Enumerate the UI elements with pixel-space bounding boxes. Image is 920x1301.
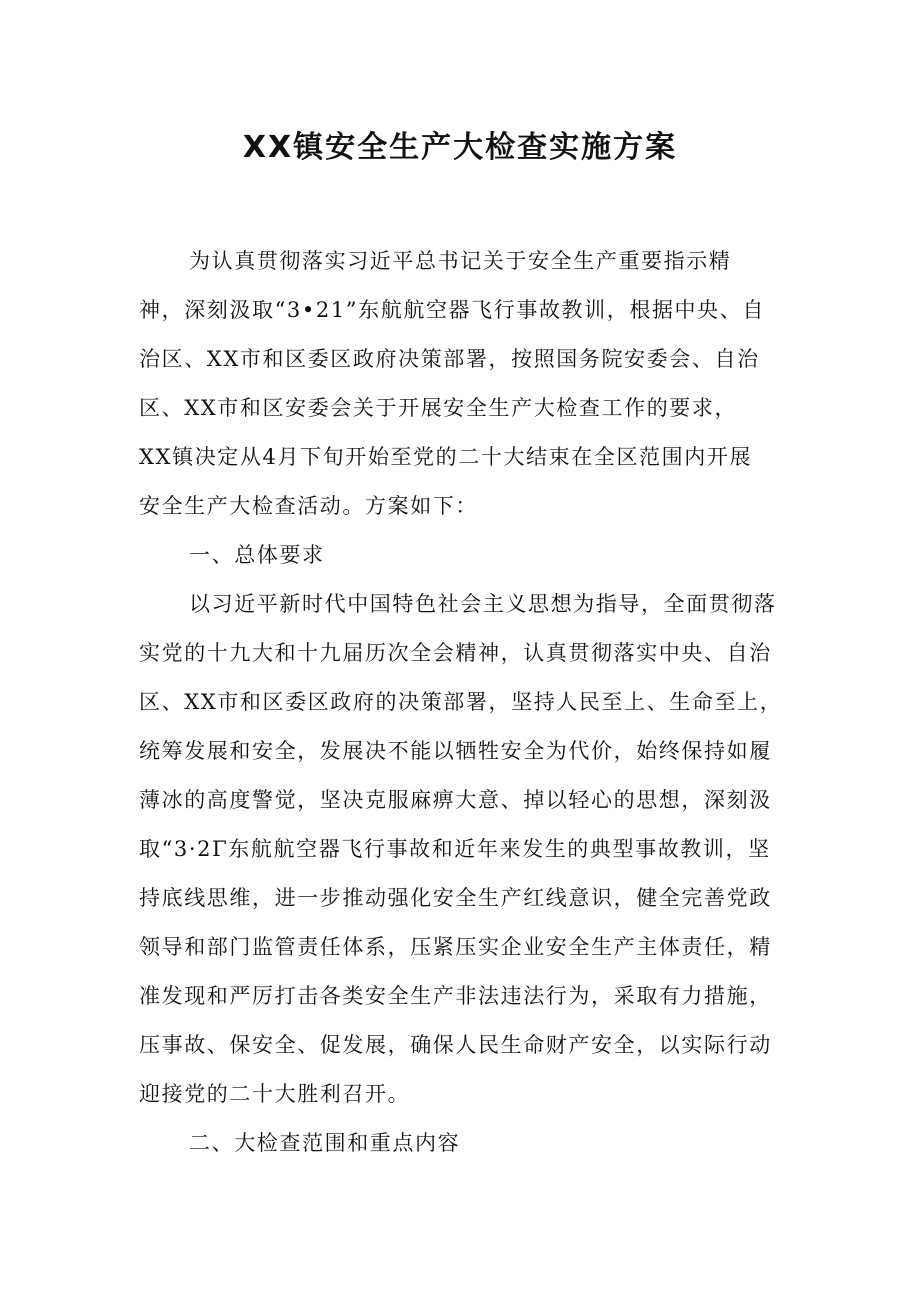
intro-line: 安全生产大检查活动。方案如下：	[139, 494, 478, 518]
section-line: 以习近平新时代中国特色社会主义思想为指导，全面贯彻落	[189, 592, 777, 616]
section-line: 准发现和严厉打击各类安全生产非法违法行为，采取有力措施，	[139, 984, 772, 1008]
section-line: 领导和部门监管责任体系，压紧压实企业安全生产主体责任，精	[139, 935, 772, 959]
section-line: 薄冰的高度警觉，坚决克服麻痹大意、掉以轻心的思想，深刻汲	[139, 788, 772, 812]
intro-line: 为认真贯彻落实习近平总书记关于安全生产重要指示精	[189, 249, 732, 273]
section-line: 迎接党的二十大胜利召开。	[139, 1082, 411, 1106]
intro-line: 治区、XX市和区委区政府决策部署，按照国务院安委会、自治	[139, 347, 760, 371]
intro-line: XX镇决定从4月下旬开始至党的二十大结束在全区范围内开展	[139, 445, 753, 469]
section-heading: 一、总体要求	[189, 543, 325, 567]
section-line: 区、XX市和区委区政府的决策部署，坚持人民至上、生命至上，	[139, 690, 783, 714]
section-line: 持底线思维，进一步推动强化安全生产红线意识，健全完善党政	[139, 886, 772, 910]
intro-line: 区、XX市和区安委会关于开展安全生产大检查工作的要求，	[139, 396, 738, 420]
page-title: XX镇安全生产大检查实施方案	[242, 130, 678, 165]
section-line: 取“3·2Γ东航航空器飞行事故和近年来发生的典型事故教训，坚	[139, 837, 771, 861]
section-heading: 二、大检查范围和重点内容	[189, 1131, 461, 1155]
intro-line: 神，深刻汲取“3•21”东航航空器飞行事故教训，根据中央、自	[139, 298, 765, 322]
section-line: 实党的十九大和十九届历次全会精神，认真贯彻落实中央、自治	[139, 641, 772, 665]
section-line: 统筹发展和安全，发展决不能以牺牲安全为代价，始终保持如履	[139, 739, 772, 763]
section-line: 压事故、保安全、促发展，确保人民生命财产安全，以实际行动	[139, 1033, 772, 1057]
